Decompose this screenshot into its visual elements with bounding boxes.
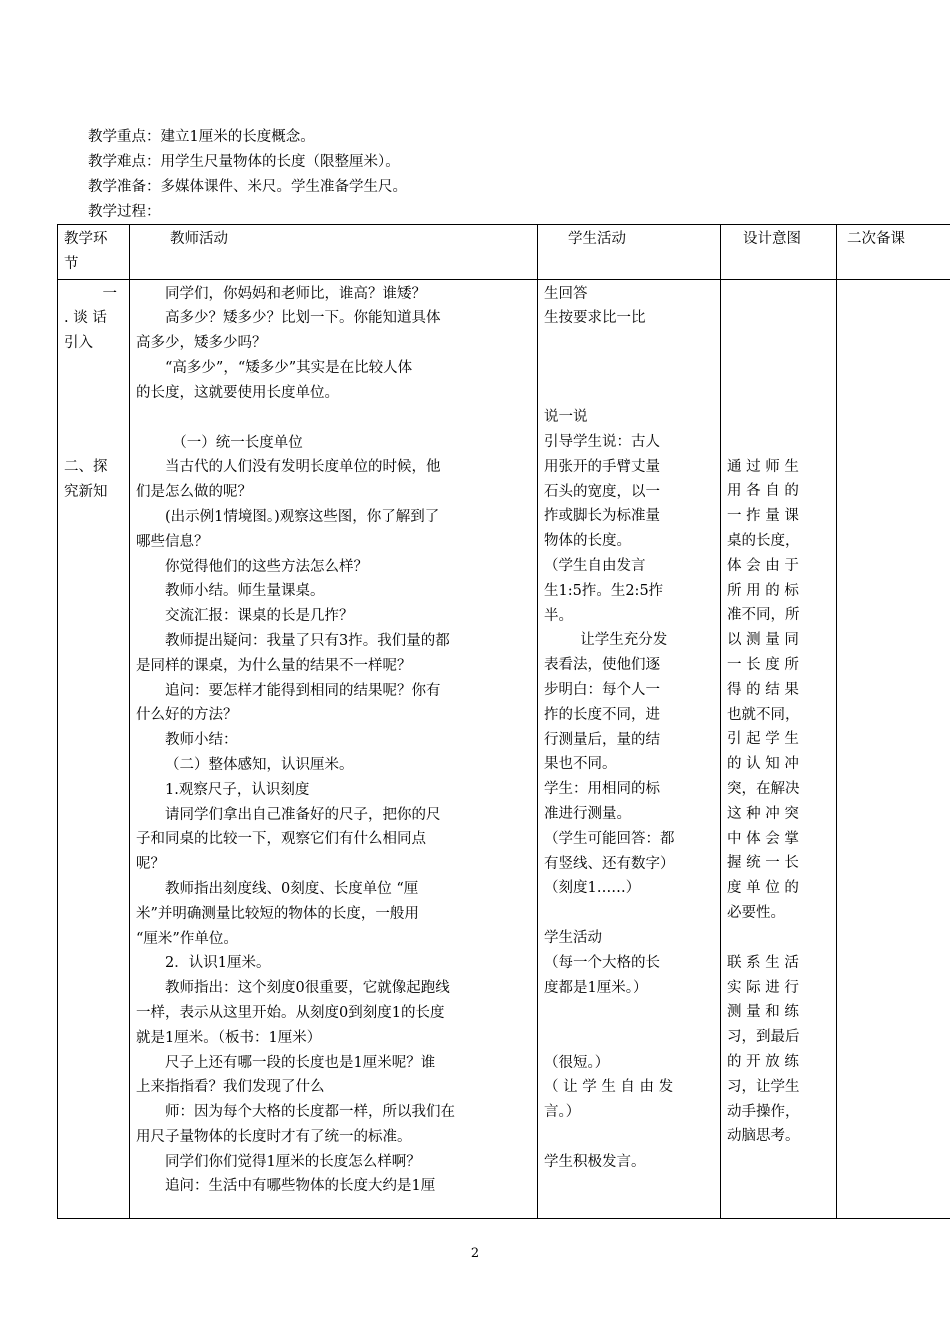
student-line: 说一说 — [544, 409, 588, 426]
student-line: 拃的长度不同，进 — [544, 706, 660, 723]
preparation: 教学准备：多媒体课件、米尺。学生准备学生尺。 — [88, 179, 407, 195]
stage-1-line3: 引入 — [64, 335, 93, 352]
teacher-line: 什么好的方法？ — [136, 707, 238, 724]
teacher-line: (出示例1情境图。)观察这些图，你了解到了 — [165, 508, 440, 525]
stage-2-line2: 究新知 — [64, 483, 108, 500]
design-cell — [721, 279, 837, 1218]
student-line: 半。 — [544, 607, 573, 624]
design-line: 一 长 度 所 — [727, 656, 799, 673]
stage-2-line1: 二、探 — [64, 458, 108, 475]
teacher-cell — [130, 279, 538, 1218]
design-line: 体 会 由 于 — [727, 557, 799, 574]
student-line: （学生可能回答：都 — [544, 830, 675, 847]
design-line: 突，在解决 — [727, 780, 800, 797]
teacher-line: 上来指指看？我们发现了什么 — [136, 1079, 325, 1096]
table-header-row — [58, 225, 950, 280]
teacher-line: 是同样的课桌，为什么量的结果不一样呢？ — [136, 657, 412, 674]
teacher-line: 米”并明确测量比较短的物体的长度，一般用 — [136, 905, 419, 922]
teacher-line: “高多少”，“矮多少”其实是在比较人体 — [165, 359, 413, 376]
student-line: 生回答 — [544, 285, 588, 302]
header-second: 二次备课 — [837, 225, 950, 280]
design-line: 所 用 的 标 — [727, 582, 799, 599]
teacher-line: 子和同桌的比较一下，观察它们有什么相同点 — [136, 831, 426, 848]
student-line: 度都是1厘米。） — [544, 979, 648, 996]
stage-1-line2: . 谈 话 — [64, 310, 107, 327]
teacher-line: “厘米”作单位。 — [136, 930, 238, 947]
teacher-line: 交流汇报：课桌的长是几拃？ — [165, 608, 354, 625]
teacher-line: 2．认识1厘米。 — [165, 955, 271, 972]
student-line: 生按要求比一比 — [544, 310, 646, 327]
teacher-line: 用尺子量物体的长度时才有了统一的标准。 — [136, 1128, 412, 1145]
student-line: 准进行测量。 — [544, 805, 631, 822]
design-line: 的 开 放 练 — [727, 1053, 799, 1070]
design-line: 一 拃 量 课 — [727, 508, 799, 525]
second-prep-cell — [837, 279, 950, 1218]
lesson-table — [57, 224, 950, 1219]
student-line: （ 让 学 生 自 由 发 — [544, 1079, 674, 1096]
section-heading: （二）整体感知，认识厘米。 — [165, 756, 354, 773]
design-line: 动手操作， — [727, 1103, 800, 1120]
student-line: 让学生充分发 — [580, 632, 668, 649]
table-body-row — [58, 279, 950, 1218]
design-line: 通 过 师 生 — [727, 458, 799, 475]
header-student: 学生活动 — [538, 225, 721, 280]
stage-1-line1: 一 — [102, 285, 117, 302]
difficulty: 教学难点：用学生尺量物体的长度（限整厘米）。 — [88, 154, 400, 170]
student-line: 生1:5拃。生2:5拃 — [544, 582, 664, 599]
teacher-line: 尺子上还有哪一段的长度也是1厘米呢？谁 — [165, 1054, 436, 1071]
teacher-line: 师：因为每个大格的长度都一样，所以我们在 — [165, 1104, 455, 1121]
teacher-line: 1.观察尺子，认识刻度 — [165, 781, 310, 798]
teacher-line: 请同学们拿出自己准备好的尺子，把你的尺 — [165, 806, 441, 823]
design-line: 习，到最后 — [727, 1029, 800, 1046]
student-line: （学生自由发言 — [544, 557, 646, 574]
student-line: 学生积极发言。 — [544, 1153, 646, 1170]
teacher-line: 一样，表示从这里开始。从刻度0到刻度1的长度 — [136, 1004, 445, 1021]
student-line: 石头的宽度，以一 — [544, 483, 660, 500]
design-line: 测 量 和 练 — [727, 1004, 799, 1021]
teacher-line: 你觉得他们的这些方法怎么样？ — [165, 558, 368, 575]
design-line: 实 际 进 行 — [727, 979, 799, 996]
teacher-line: 教师小结： — [165, 732, 238, 749]
design-line: 准不同，所 — [727, 607, 800, 624]
page-number: 2 — [470, 1246, 480, 1261]
design-line: 习，让学生 — [727, 1078, 800, 1095]
student-line: （刻度1……） — [544, 880, 641, 897]
design-line: 联 系 生 活 — [727, 954, 799, 971]
student-line: 表看法，使他们逐 — [544, 657, 660, 674]
teacher-line: 呢？ — [136, 856, 165, 873]
design-line: 必要性。 — [727, 904, 785, 921]
student-cell — [538, 279, 721, 1218]
teacher-line: 哪些信息？ — [136, 533, 209, 550]
design-line: 以 测 量 同 — [727, 632, 799, 649]
teacher-line: 追问：要怎样才能得到相同的结果呢？你有 — [165, 682, 441, 699]
header-stage: 教学环 节 — [58, 225, 130, 280]
student-line: 有竖线、还有数字） — [544, 855, 675, 872]
teacher-line: 们是怎么做的呢？ — [136, 484, 252, 501]
student-line: （很短。） — [544, 1054, 610, 1071]
design-line: 引 起 学 生 — [727, 731, 799, 748]
student-line: 用张开的手臂丈量 — [544, 458, 660, 475]
design-line: 桌的长度， — [727, 532, 800, 549]
process-label: 教学过程： — [88, 204, 161, 220]
student-line: 学生活动 — [544, 930, 602, 947]
design-line: 这 种 冲 突 — [727, 805, 799, 822]
header-teacher: 教师活动 — [130, 225, 538, 280]
teacher-line: 同学们，你妈妈和老师比，谁高？谁矮？ — [165, 285, 426, 302]
design-line: 动脑思考。 — [727, 1128, 800, 1145]
design-line: 度 单 位 的 — [727, 880, 799, 897]
teacher-line: 教师指出：这个刻度0很重要，它就像起跑线 — [165, 980, 450, 997]
student-line: 言。） — [544, 1104, 581, 1121]
section-heading: （一）统一长度单位 — [172, 434, 303, 451]
teacher-line: 追问：生活中有哪些物体的长度大约是1厘 — [165, 1178, 436, 1195]
teacher-line: 高多少，矮多少吗？ — [136, 335, 267, 352]
student-line: （每一个大格的长 — [544, 954, 660, 971]
intro-section — [88, 125, 407, 225]
student-line: 学生：用相同的标 — [544, 781, 660, 798]
design-line: 的 认 知 冲 — [727, 756, 799, 773]
student-line: 步明白：每个人一 — [544, 681, 660, 698]
student-line: 引导学生说：古人 — [544, 433, 660, 450]
student-line: 果也不同。 — [544, 756, 617, 773]
teacher-line: 当古代的人们没有发明长度单位的时候，他 — [165, 459, 441, 476]
teacher-line: 高多少？矮多少？比划一下。你能知道具体 — [165, 310, 441, 327]
design-line: 用 各 自 的 — [727, 483, 799, 500]
student-line: 行测量后，量的结 — [544, 731, 660, 748]
header-design: 设计意图 — [721, 225, 837, 280]
teacher-line: 的长度，这就要使用长度单位。 — [136, 384, 339, 401]
student-line: 物体的长度。 — [544, 533, 631, 550]
student-line: 拃或脚长为标准量 — [544, 508, 660, 525]
teacher-line: 同学们你们觉得1厘米的长度怎么样啊？ — [165, 1153, 421, 1170]
teacher-line: 教师指出刻度线、0刻度、长度单位 “厘 — [165, 880, 419, 897]
design-line: 得 的 结 果 — [727, 681, 799, 698]
stage-cell — [58, 279, 130, 1218]
design-line: 握 统 一 长 — [727, 855, 799, 872]
teacher-line: 教师小结。师生量课桌。 — [165, 583, 325, 600]
design-line: 也就不同， — [727, 706, 800, 723]
design-line: 中 体 会 掌 — [727, 830, 799, 847]
teacher-line: 教师提出疑问：我量了只有3拃。我们量的都 — [165, 632, 450, 649]
key-point: 教学重点：建立1厘米的长度概念。 — [88, 129, 315, 145]
teacher-line: 就是1厘米。（板书：1厘米） — [136, 1029, 322, 1046]
